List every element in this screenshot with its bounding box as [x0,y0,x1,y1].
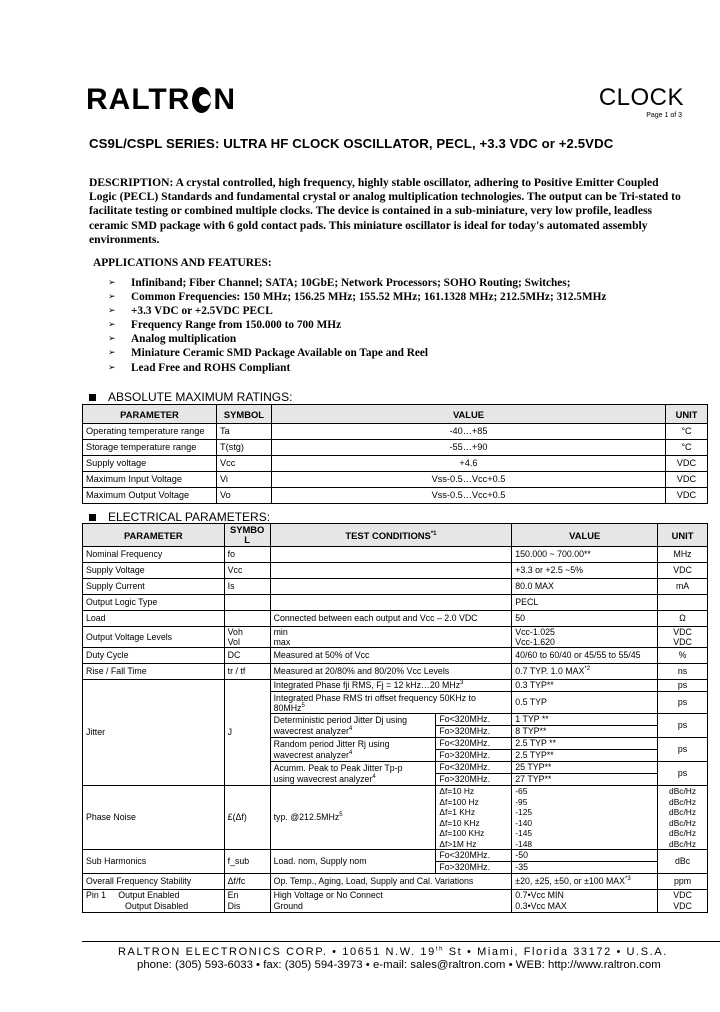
table-cell: -50 [512,850,658,862]
table-cell: Fo<320MHz. [436,738,512,750]
table-cell: Supply Current [83,579,225,595]
table-cell: PARAMETER [83,524,225,547]
table-cell: T(stg) [216,440,271,456]
table-row [83,579,708,595]
logo-o-mark [192,87,211,113]
arrow-bullet-icon: ➢ [108,320,116,331]
footer-address: RALTRON ELECTRONICS CORP. • 10651 N.W. 19th St • Miami, Florida 33172 • U.S.A. [118,946,668,958]
table-cell: VDC VDC [658,627,708,648]
table-cell: Vcc [216,456,271,472]
table-cell: dBc [658,850,708,874]
table-cell: Load [83,611,225,627]
table-cell: -35 [512,862,658,874]
table-row [83,595,708,611]
table-cell: VDC [658,563,708,579]
table-cell: Voh Vol [224,627,270,648]
features-heading: APPLICATIONS AND FEATURES: [93,257,272,269]
table-row [83,424,708,440]
table-cell: -65 -95 -125 -140 -145 -148 [512,786,658,850]
table-header-row [83,524,708,547]
table-cell: Supply voltage [83,456,217,472]
table-cell: +4.6 [271,456,665,472]
table-cell [224,595,270,611]
table-cell: Output Logic Type [83,595,225,611]
table-cell [270,563,512,579]
table-cell: 0.7 TYP. 1.0 MAX$^{*2}$ [512,664,658,680]
table-cell: Vo [216,488,271,504]
table-cell: High Voltage or No Connect Ground [270,890,512,913]
table-cell: Vcc-1.025 Vcc-1.620 [512,627,658,648]
table-cell: Sub Harmonics [83,850,225,874]
arrow-bullet-icon: ➢ [108,278,116,288]
table-cell: -55…+90 [271,440,665,456]
table-row [83,648,708,664]
table-cell: 150.000 ~ 700.00** [512,547,658,563]
table-row [83,440,708,456]
table-cell: Maximum Output Voltage [83,488,217,504]
table-cell: PECL [512,595,658,611]
abs-max-heading: ABSOLUTE MAXIMUM RATINGS: [89,390,292,404]
table-row [83,563,708,579]
feature-item: ➢ +3.3 VDC or +2.5VDC PECL [108,305,273,318]
arrow-bullet-icon: ➢ [108,334,116,345]
electrical-table [82,523,708,913]
table-cell: f_sub [224,850,270,874]
table-cell: 1 TYP ** [512,714,658,726]
table-cell: Phase Noise [83,786,225,850]
table-cell: ps [658,714,708,738]
table-cell [224,611,270,627]
electrical-heading: ELECTRICAL PARAMETERS: [89,510,270,524]
table-cell: SYMBO L [224,524,270,547]
feature-item: ➢ Common Frequencies: 150 MHz; 156.25 MHz; 155.52 MHz; 161.1328 MHz; 212.5MHz; 312.5MHz [108,291,607,304]
table-cell: °C [666,424,708,440]
feature-item: ➢ Frequency Range from 150.000 to 700 MHz [108,319,342,332]
feature-item: ➢ Lead Free and ROHS Compliant [108,361,291,374]
table-cell: Connected between each output and Vcc – 2.0 VDC [270,611,512,627]
table-row [83,547,708,563]
table-cell: ppm [658,874,708,890]
table-cell: % [658,648,708,664]
table-cell: Duty Cycle [83,648,225,664]
table-cell: typ. @212.5MHz$^5$ [270,786,436,850]
table-row [83,786,708,850]
table-cell: ps [658,680,708,692]
table-cell: TEST CONDITIONS$^{*1}$ [270,524,512,547]
table-cell: 50 [512,611,658,627]
table-cell: Fo<320MHz. [436,762,512,774]
table-cell: VDC [666,456,708,472]
table-cell: PARAMETER [83,405,217,424]
table-cell: Δf/fc [224,874,270,890]
table-cell: VALUE [271,405,665,424]
table-row [83,472,708,488]
footer-divider [82,941,720,942]
category-title: CLOCK [598,84,684,111]
table-cell [658,595,708,611]
table-row [83,680,708,692]
raltron-logo: RALTR N [86,83,236,116]
table-row [83,456,708,472]
arrow-bullet-icon: ➢ [108,362,116,373]
square-bullet-icon [89,394,96,401]
table-row [83,488,708,504]
table-cell: UNIT [666,405,708,424]
table-cell: Maximum Input Voltage [83,472,217,488]
table-cell: Nominal Frequency [83,547,225,563]
table-cell: Fo>320MHz. [436,774,512,786]
table-cell: ps [658,762,708,786]
table-row [83,611,708,627]
square-bullet-icon [89,514,96,521]
table-row [83,627,708,648]
abs-max-table [82,404,708,504]
table-cell: Random period Jitter Rj using wavecrest analyzer$^4$ [270,738,436,762]
table-cell: Vcc [224,563,270,579]
table-cell: -40…+85 [271,424,665,440]
table-cell: Fo<320MHz. [436,714,512,726]
feature-item: ➢ Analog multiplication [108,333,237,346]
table-cell: Rise / Fall Time [83,664,225,680]
table-cell: Deterministic period Jitter Dj using wavecrest analyzer$^4$ [270,714,436,738]
table-cell: Jitter [83,680,225,786]
table-cell: ps [658,692,708,714]
arrow-bullet-icon: ➢ [108,306,116,317]
table-cell: Supply Voltage [83,563,225,579]
table-cell [270,595,512,611]
table-row [83,664,708,680]
table-cell: Load. nom, Supply nom [270,850,436,874]
table-cell: VDC [666,488,708,504]
table-cell: 2.5 TYP ** [512,738,658,750]
table-cell [270,547,512,563]
table-cell: °C [666,440,708,456]
table-cell: Pin 1 Output Enabled Output Disabled [83,890,225,913]
table-cell: Fo>320MHz. [436,726,512,738]
table-cell: Measured at 50% of Vcc [270,648,512,664]
table-cell: MHz [658,547,708,563]
table-row [83,874,708,890]
table-cell: Vi [216,472,271,488]
description: DESCRIPTION: A crystal controlled, high frequency, highly stable oscillator, adhering to Positive Emitter Coupled Logic (PECL) Standards and fundamental crystal or analog multiplication technologies. The output can be Tri-stated to facilitate testing or combined multiple clocks. The device is contained in a sub-miniature, very low profile, leadless ceramic SMD package with 6 gold contact pads. This miniature oscillator is ideal for today's automated assembly environments. [89,176,681,246]
table-cell: min max [270,627,512,648]
table-cell: SYMBOL [216,405,271,424]
table-cell: 8 TYP** [512,726,658,738]
table-cell: Output Voltage Levels [83,627,225,648]
features-list [108,276,606,375]
table-cell: Overall Frequency Stability [83,874,225,890]
table-cell: 27 TYP** [512,774,658,786]
table-cell: Vss-0.5…Vcc+0.5 [271,472,665,488]
table-cell: J [224,680,270,786]
feature-item: ➢ Miniature Ceramic SMD Package Available on Tape and Reel [108,347,429,360]
table-cell [270,579,512,595]
table-cell: 0.3 TYP** [512,680,658,692]
table-cell: Fo>320MHz. [436,750,512,762]
table-cell: tr / tf [224,664,270,680]
table-cell: DC [224,648,270,664]
table-cell: Vss-0.5…Vcc+0.5 [271,488,665,504]
table-cell: Storage temperature range [83,440,217,456]
table-cell: Ω [658,611,708,627]
table-cell: ±20, ±25, ±50, or ±100 MAX$^{*3}$ [512,874,658,890]
table-cell: 80.0 MAX [512,579,658,595]
footer-contact: phone: (305) 593-6033 • fax: (305) 594-3973 • e-mail: sales@raltron.com • WEB: http://www.raltron.com [137,959,661,971]
feature-item: ➢ Infiniband; Fiber Channel; SATA; 10GbE; Network Processors; SOHO Routing; Switches; [108,277,571,289]
table-cell: dBc/Hz dBc/Hz dBc/Hz dBc/Hz dBc/Hz dBc/Hz [658,786,708,850]
table-cell: 0.5 TYP [512,692,658,714]
table-cell: 0.7•Vcc MIN 0.3•Vcc MAX [512,890,658,913]
table-cell: Op. Temp., Aging, Load, Supply and Cal. Variations [270,874,512,890]
arrow-bullet-icon: ➢ [108,348,116,359]
table-cell: +3.3 or +2.5 ~5% [512,563,658,579]
table-cell: 40/60 to 60/40 or 45/55 to 55/45 [512,648,658,664]
table-cell: Ta [216,424,271,440]
table-cell: UNIT [658,524,708,547]
table-cell: VALUE [512,524,658,547]
page-number: Page 1 of 3 [646,112,682,119]
table-cell: Fo<320MHz. [436,850,512,862]
arrow-bullet-icon: ➢ [108,292,116,303]
table-row [83,890,708,913]
series-title: CS9L/CSPL SERIES: ULTRA HF CLOCK OSCILLATOR, PECL, +3.3 VDC or +2.5VDC [89,136,614,151]
table-cell: 2.5 TYP** [512,750,658,762]
table-cell: Fo>320MHz. [436,862,512,874]
table-cell: Is [224,579,270,595]
table-cell: Operating temperature range [83,424,217,440]
table-cell: Integrated Phase fji RMS, Fj = 12 kHz…20 MHz$^3$ [270,680,512,692]
table-cell: 25 TYP** [512,762,658,774]
table-cell: ps [658,738,708,762]
table-cell: £(Δf) [224,786,270,850]
table-cell: ns [658,664,708,680]
table-cell: VDC VDC [658,890,708,913]
table-cell: mA [658,579,708,595]
table-header-row [83,405,708,424]
table-row [83,850,708,862]
table-cell: En Dis [224,890,270,913]
table-cell: Δf=10 Hz Δf=100 Hz Δf=1 KHz Δf=10 KHz Δf=100 KHz Δf>1M Hz [436,786,512,850]
table-cell: Integrated Phase RMS tri offset frequency 50KHz to 80MHz$^5$ [270,692,512,714]
table-cell: fo [224,547,270,563]
table-cell: VDC [666,472,708,488]
table-cell: Acumm. Peak to Peak Jitter Tp-p using wavecrest analyzer$^4$ [270,762,436,786]
table-cell: Measured at 20/80% and 80/20% Vcc Levels [270,664,512,680]
